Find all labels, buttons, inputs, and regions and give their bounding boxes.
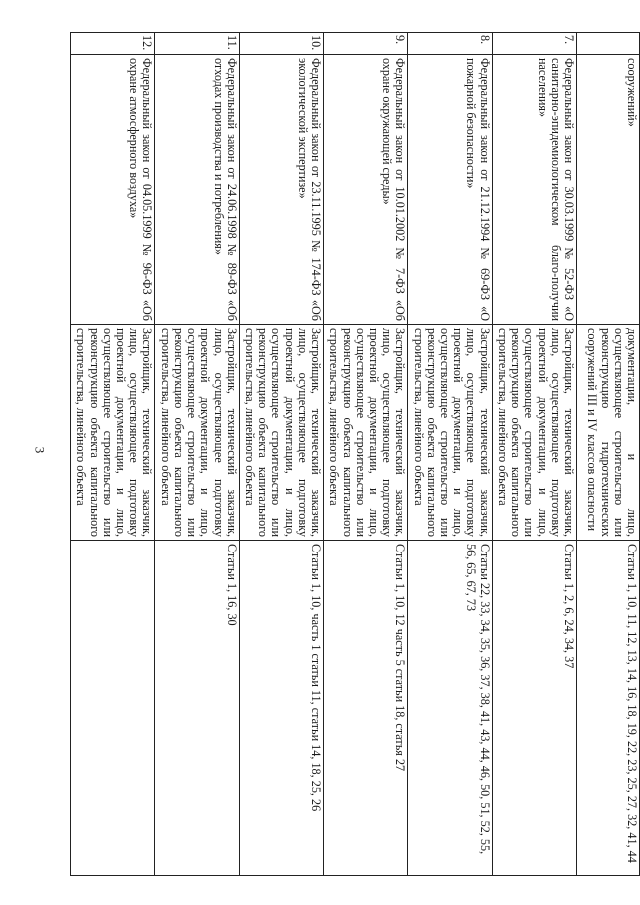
table-row <box>71 33 155 876</box>
law-cell: Федеральный закон от 04.05.1999 № 96-ФЗ «Об охране атмосферного воздуха» <box>71 55 155 325</box>
document-page <box>70 32 640 875</box>
articles-cell: Статьи 1, 10, 11, 12, 13, 14, 16, 18, 19, 22, 23, 25, 27, 32, 41, 44 <box>577 541 640 876</box>
row-number-cell: 11. <box>155 33 239 55</box>
law-cell: Федеральный закон от 21.12.1994 № 69-ФЗ «О пожарной безопасности» <box>408 55 492 325</box>
row-number-cell: 12. <box>71 33 155 55</box>
law-cell: Федеральный закон от 10.01.2002 № 7-ФЗ «Об охране окружающей среды» <box>324 55 408 325</box>
table-rotated-wrapper <box>70 32 640 875</box>
articles-cell: Статьи 22, 33, 34, 35, 36, 37, 38, 41, 43, 44, 46, 50, 51, 52, 55, 56, 65, 67, 73 <box>408 541 492 876</box>
page-number: 3 <box>32 446 48 454</box>
articles-cell: Статьи 1, 10, 12 часть 5 статьи 18, статья 27 <box>324 541 408 876</box>
articles-cell: Статьи 1, 10, часть 1 статьи 11, статьи 14, 18, 25, 26 <box>239 541 323 876</box>
row-number-cell: 10. <box>239 33 323 55</box>
row-number-cell: 8. <box>408 33 492 55</box>
articles-cell <box>71 541 155 876</box>
subject-cell: Застройщик, технический заказчик, лицо, осуществляющее подготовку проектной документации, и лицо, осуществляющее строительство или реконструкцию объекта капитального строительства, линейного объекта <box>155 325 239 541</box>
law-cell: Федеральный закон от 24.06.1998 № 89-ФЗ «Об отходах производства и потребления» <box>155 55 239 325</box>
table-row <box>577 33 640 876</box>
table-row <box>408 33 492 876</box>
table-row <box>324 33 408 876</box>
subject-cell: Застройщик, технический заказчик, лицо, осуществляющее подготовку проектной документации, и лицо, осуществляющее строительство или реконструкцию объекта капитального строительства, линейного объекта <box>71 325 155 541</box>
row-number-cell: 7. <box>492 33 576 55</box>
law-cell: сооружений» <box>577 55 640 325</box>
subject-cell: Застройщик, технический заказчик, лицо, осуществляющее подготовку проектной документации, и лицо, осуществляющее строительство или реконструкцию объекта капитального строительства, линейного объекта <box>492 325 576 541</box>
regulations-table <box>70 32 640 876</box>
articles-cell: Статьи 1, 16, 30 <box>155 541 239 876</box>
row-number-cell: 9. <box>324 33 408 55</box>
row-number-cell <box>577 33 640 55</box>
subject-cell: Застройщик, технический заказчик, лицо, осуществляющее подготовку проектной документации, и лицо, осуществляющее строительство или реконструкцию объекта капитального строительства, линейного объекта <box>408 325 492 541</box>
table-row <box>239 33 323 876</box>
law-cell: Федеральный закон от 23.11.1995 № 174-ФЗ «Об экологической экспертизе» <box>239 55 323 325</box>
articles-cell: Статьи 1, 2, 6, 24, 34, 37 <box>492 541 576 876</box>
subject-cell: Застройщик, технический заказчик, лицо, осуществляющее подготовку проектной документации, и лицо, осуществляющее строительство или реконструкцию объекта капитального строительства, линейного объекта <box>324 325 408 541</box>
table-row <box>155 33 239 876</box>
subject-cell: Застройщик, технический заказчик, лицо, осуществляющее подготовку проектной документации, и лицо, осуществляющее строительство или реконструкцию объекта капитального строительства, линейного объекта <box>239 325 323 541</box>
subject-cell: документации, и лицо, осуществляющее строительство или реконструкцию гидротехнических сооружений III и IV классов опасности <box>577 325 640 541</box>
law-cell: Федеральный закон от 30.03.1999 № 52-ФЗ «О санитарно-эпидемиологическом благо-получии населения» <box>492 55 576 325</box>
table-row <box>492 33 576 876</box>
